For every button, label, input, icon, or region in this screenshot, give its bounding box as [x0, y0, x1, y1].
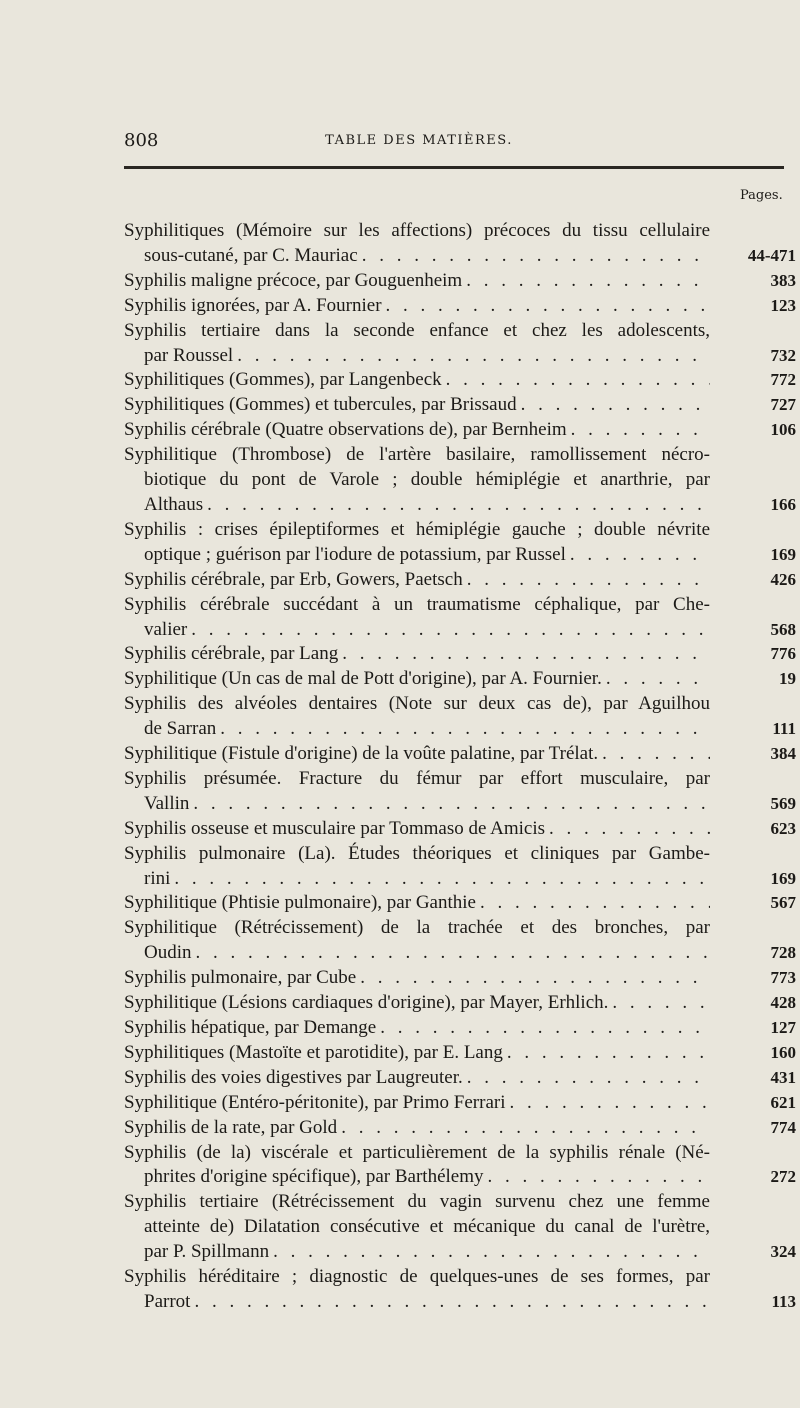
- dot-leader: [190, 1290, 710, 1315]
- entry-text: Syphilitiques (Gommes), par Langenbeck: [124, 369, 442, 391]
- entry-page-number: 324: [770, 1242, 796, 1262]
- entry-last-line: [124, 493, 710, 518]
- entry-last-line: [124, 1041, 710, 1066]
- entry-last-line: [124, 642, 710, 667]
- index-entry: [124, 593, 796, 643]
- dot-leader: [476, 891, 710, 916]
- entry-page-number: 774: [770, 1117, 796, 1137]
- dot-leader: [608, 991, 710, 1016]
- entry-last-line: [124, 1240, 710, 1265]
- entry-last-line: [124, 1165, 710, 1190]
- entry-text: biotique du pont de Varole ; double hémiplégie et anarthrie, par: [144, 469, 710, 491]
- entry-text: Syphilitique (Lésions cardiaques d'origine), par Mayer, Erhlich.: [124, 992, 609, 1014]
- entry-last-line: [124, 1116, 710, 1141]
- index-entry: [124, 1116, 796, 1141]
- dot-leader: [269, 1240, 710, 1265]
- entry-last-line: [124, 792, 710, 817]
- entry-text: Syphilitique (Thrombose) de l'artère basilaire, ramollissement nécro-: [124, 444, 710, 466]
- entry-page-number: 169: [770, 868, 796, 888]
- entry-page-number: 19: [779, 669, 796, 689]
- entry-text: Syphilis cérébrale, par Lang: [124, 643, 339, 665]
- entry-page-number: 428: [770, 993, 796, 1013]
- entry-page-number: 160: [770, 1042, 796, 1062]
- entry-last-line: [124, 418, 710, 443]
- index-entry: [124, 443, 796, 518]
- index-entry: [124, 916, 796, 966]
- entry-text: Syphilis tertiaire dans la seconde enfance et chez les adolescents,: [124, 319, 710, 341]
- entry-page-number: 728: [770, 943, 796, 963]
- entry-page-number: 727: [770, 395, 796, 415]
- entry-last-line: [124, 618, 710, 643]
- entry-page-number: 44-471: [747, 245, 796, 265]
- dot-leader: [203, 493, 710, 518]
- entry-page-number: 272: [770, 1167, 796, 1187]
- entry-text: Syphilis : crises épileptiformes et hémiplégie gauche ; double névrite: [124, 518, 710, 540]
- entry-text: Syphilis des voies digestives par Laugreuter.: [124, 1066, 463, 1088]
- entry-text: phrites d'origine spécifique), par Barthélemy: [144, 1166, 484, 1188]
- entry-text: valier: [144, 618, 188, 640]
- entry-page-number: 567: [770, 893, 796, 913]
- entry-text: par Roussel: [144, 344, 234, 366]
- dot-leader: [598, 742, 710, 767]
- dot-leader: [189, 792, 710, 817]
- dot-leader: [545, 817, 710, 842]
- entry-last-line: [124, 1066, 710, 1091]
- entry-page-number: 384: [770, 744, 796, 764]
- entry-text: Syphilitique (Un cas de mal de Pott d'origine), par A. Fournier.: [124, 668, 602, 690]
- entry-last-line: [124, 543, 710, 568]
- dot-leader: [517, 393, 710, 418]
- index-entry: [124, 991, 796, 1016]
- index-entry: [124, 817, 796, 842]
- entry-page-number: 568: [770, 619, 796, 639]
- dot-leader: [602, 667, 710, 692]
- dot-leader: [442, 368, 710, 393]
- entry-page-number: 732: [770, 345, 796, 365]
- entry-text: Parrot: [144, 1290, 191, 1312]
- entry-text: Syphilis de la rate, par Gold: [124, 1116, 338, 1138]
- entry-page-number: 431: [770, 1067, 796, 1087]
- entry-text: Syphilis ignorées, par A. Fournier: [124, 294, 382, 316]
- entry-text: Syphilis pulmonaire (La). Études théoriques et cliniques par Gambe-: [124, 842, 710, 864]
- entry-page-number: 621: [770, 1092, 796, 1112]
- index-entry: [124, 1016, 796, 1041]
- entry-last-line: [124, 1016, 710, 1041]
- index-entry: [124, 1265, 796, 1315]
- entry-page-number: 776: [770, 644, 796, 664]
- entry-page-number: 113: [771, 1291, 796, 1311]
- dot-leader: [337, 1116, 710, 1141]
- entry-last-line: [124, 244, 710, 269]
- entry-last-line: [124, 717, 710, 742]
- entry-last-line: [124, 568, 710, 593]
- entry-text: Oudin: [144, 942, 192, 964]
- index-entry: [124, 368, 796, 393]
- entry-text: Syphilitique (Phtisie pulmonaire), par Ganthie: [124, 892, 476, 914]
- entry-text: Syphilis héréditaire ; diagnostic de quelques-unes de ses formes, par: [124, 1266, 710, 1288]
- index-entry: [124, 642, 796, 667]
- dot-leader: [187, 618, 710, 643]
- index-entry: [124, 418, 796, 443]
- entry-text: Syphilis maligne précoce, par Gouguenheim: [124, 269, 463, 291]
- entry-text: Syphilitiques (Mastoïte et parotidite), par E. Lang: [124, 1041, 503, 1063]
- index-entry: [124, 1091, 796, 1116]
- index-entry: [124, 294, 796, 319]
- index-entry: [124, 269, 796, 294]
- index-entry: [124, 891, 796, 916]
- dot-leader: [463, 1066, 710, 1091]
- dot-leader: [233, 344, 710, 369]
- dot-leader: [358, 244, 710, 269]
- dot-leader: [503, 1041, 710, 1066]
- entry-text: Syphilitique (Fistule d'origine) de la voûte palatine, par Trélat.: [124, 743, 599, 765]
- entry-text: Althaus: [144, 493, 204, 515]
- entry-last-line: [124, 368, 710, 393]
- header-rule: [124, 166, 784, 169]
- entry-last-line: [124, 1290, 710, 1315]
- index-entry: [124, 219, 796, 269]
- index-entry: [124, 568, 796, 593]
- dot-leader: [484, 1165, 710, 1190]
- dot-leader: [462, 269, 710, 294]
- dot-leader: [463, 568, 710, 593]
- entry-text: Syphilitiques (Gommes) et tubercules, par Brissaud: [124, 394, 517, 416]
- entry-text: Syphilis cérébrale, par Erb, Gowers, Paetsch: [124, 568, 463, 590]
- entry-text: Syphilis hépatique, par Demange: [124, 1017, 377, 1038]
- entry-text: optique ; guérison par l'iodure de potassium, par Russel: [144, 543, 566, 565]
- entry-last-line: [124, 344, 710, 369]
- entry-last-line: [124, 269, 710, 294]
- entry-page-number: 166: [770, 494, 796, 514]
- entry-page-number: 123: [770, 295, 796, 315]
- entry-last-line: [124, 817, 710, 842]
- entry-last-line: [124, 742, 710, 767]
- index-entry: [124, 1190, 796, 1265]
- dot-leader: [216, 717, 710, 742]
- entry-text: Syphilis (de la) viscérale et particulièrement de la syphilis rénale (Né-: [124, 1141, 710, 1163]
- entry-page-number: 773: [770, 968, 796, 988]
- entry-text: Syphilis cérébrale succédant à un traumatisme céphalique, par Che-: [124, 593, 710, 615]
- entry-text: Syphilis des alvéoles dentaires (Note sur deux cas de), par Aguilhou: [124, 693, 710, 715]
- entry-last-line: [124, 867, 710, 892]
- index-entry: [124, 692, 796, 742]
- entry-page-number: 127: [770, 1018, 796, 1037]
- dot-leader: [192, 941, 711, 966]
- running-title: TABLE DES MATIÈRES.: [325, 133, 513, 148]
- entry-page-number: 426: [770, 569, 796, 589]
- index-entry: [124, 518, 796, 568]
- index-entry: [124, 1066, 796, 1091]
- entry-text: Vallin: [144, 792, 190, 814]
- dot-leader: [382, 294, 710, 319]
- dot-leader: [567, 418, 710, 443]
- index-entry: [124, 319, 796, 369]
- entry-last-line: [124, 294, 710, 319]
- dot-leader: [356, 966, 710, 991]
- entry-last-line: [124, 667, 710, 692]
- pages-column-label: Pages.: [740, 188, 783, 203]
- entry-text: Syphilis présumée. Fracture du fémur par effort musculaire, par: [124, 767, 710, 789]
- index-entry: [124, 1141, 796, 1191]
- entry-text: Syphilitique (Entéro-péritonite), par Primo Ferrari: [124, 1091, 506, 1113]
- index-entry: [124, 667, 796, 692]
- index-entry: [124, 393, 796, 418]
- index-entry: [124, 767, 796, 817]
- entry-page-number: 106: [770, 420, 796, 440]
- entry-page-number: 383: [770, 270, 796, 290]
- entry-page-number: 169: [770, 544, 796, 564]
- entry-page-number: 569: [770, 793, 796, 813]
- entry-text: Syphilitiques (Mémoire sur les affections) précoces du tissu cellulaire: [124, 220, 710, 241]
- entry-text: Syphilis pulmonaire, par Cube: [124, 967, 357, 989]
- page-number: 808: [124, 130, 159, 151]
- entry-last-line: [124, 966, 710, 991]
- dot-leader: [376, 1016, 710, 1041]
- index-entries: [124, 219, 796, 1315]
- index-entry: [124, 966, 796, 991]
- dot-leader: [338, 642, 710, 667]
- entry-page-number: 111: [772, 719, 796, 739]
- entry-last-line: [124, 941, 710, 966]
- entry-last-line: [124, 393, 710, 418]
- dot-leader: [170, 867, 710, 892]
- entry-text: Syphilitique (Rétrécissement) de la trachée et des bronches, par: [124, 917, 710, 939]
- index-entry: [124, 1041, 796, 1066]
- entry-last-line: [124, 1091, 710, 1116]
- entry-text: Syphilis cérébrale (Quatre observations de), par Bernheim: [124, 419, 567, 441]
- entry-page-number: 623: [770, 818, 796, 838]
- entry-text: atteinte de) Dilatation consécutive et mécanique du canal de l'urètre,: [144, 1216, 710, 1238]
- entry-text: par P. Spillmann: [144, 1241, 270, 1263]
- entry-text: sous-cutané, par C. Mauriac: [144, 244, 358, 266]
- entry-last-line: [124, 891, 710, 916]
- dot-leader: [505, 1091, 710, 1116]
- index-entry: [124, 742, 796, 767]
- entry-text: de Sarran: [144, 718, 217, 740]
- entry-page-number: 772: [770, 370, 796, 390]
- dot-leader: [566, 543, 710, 568]
- entry-text: Syphilis osseuse et musculaire par Tommaso de Amicis: [124, 817, 546, 839]
- entry-text: rini: [144, 867, 171, 889]
- page-header: [124, 130, 714, 160]
- entry-last-line: [124, 991, 710, 1016]
- entry-text: Syphilis tertiaire (Rétrécissement du vagin survenu chez une femme: [124, 1191, 710, 1213]
- index-entry: [124, 842, 796, 892]
